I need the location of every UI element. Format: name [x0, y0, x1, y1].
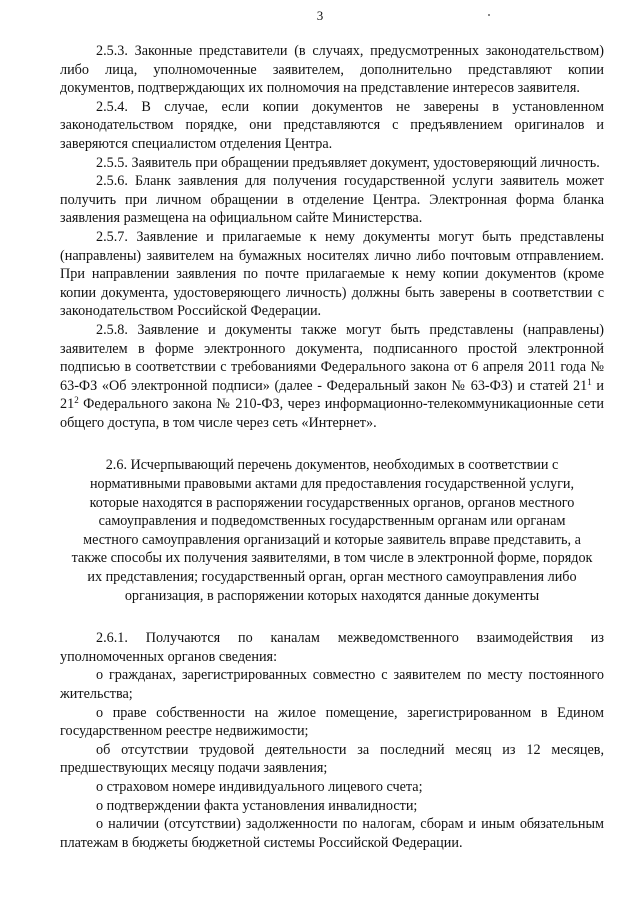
list-item: о праве собственности на жилое помещение, зарегистрированном в Едином государственном реестре недвижимости;	[60, 704, 604, 740]
list-item: о страховом номере индивидуального лицевого счета;	[96, 778, 423, 795]
paragraph-2-5-8-part3: Федерального закона № 210-ФЗ, через информационно-телекоммуникационные сети общего доступа, в том числе через сеть «Интернет».	[60, 396, 604, 431]
document-body	[60, 42, 604, 852]
paragraph-2-5-8	[60, 321, 604, 433]
paragraph-2-5-3: 2.5.3. Законные представители (в случаях, предусмотренных законодательством) либо лица, уполномоченные заявителем, дополнительно представляют копии документов, подтверждающих их полномочия на представление интересов заявителя.	[60, 43, 604, 97]
paragraph-2-5-5: 2.5.5. Заявитель при обращении предъявляет документ, удостоверяющий личность.	[96, 154, 600, 171]
superscript-2: 2	[74, 395, 79, 406]
paragraph-2-6-1: 2.6.1. Получаются по каналам межведомственного взаимодействия из уполномоченных органов сведения:	[60, 630, 604, 665]
page-number: 3	[316, 8, 324, 23]
paragraph-2-5-4: 2.5.4. В случае, если копии документов не заверены в установленном законодательством порядке, они представляются с предъявлением оригиналов и заверяются специалистом отделения Центра.	[60, 98, 604, 152]
paragraph-2-5-8-part2: и 21	[60, 377, 604, 413]
list-item: об отсутствии трудовой деятельности за последний месяц из 12 месяцев, предшествующих месяцу подачи заявления;	[60, 741, 604, 777]
superscript-1: 1	[587, 376, 592, 387]
list-item: о наличии (отсутствии) задолженности по налогам, сборам и иным обязательным платежам в бюджеты бюджетной системы Российской Федерации.	[60, 816, 604, 851]
section-heading-2-6: 2.6. Исчерпывающий перечень документов, необходимых в соответствии с нормативными правовыми актами для предоставления государственной услуги, которые находятся в распоряжении государственных органов, органов местного самоуправления и подведомственных государственным органам или органам местного самоуправления организаций и которые заявитель вправе представить, а также способы их получения заявителями, в том числе в электронной форме, порядок их представления; государственный орган, орган местного самоуправления либо организация, в распоряжении которых находятся данные документы	[71, 457, 593, 604]
list-item: о подтверждении факта установления инвалидности;	[96, 797, 418, 814]
paragraph-2-5-7: 2.5.7. Заявление и прилагаемые к нему документы могут быть представлены (направлены) заявителем на бумажных носителях лично либо почтовым отправлением. При направлении заявления по почте прилагаемые к нему копии документов (кроме копии документа, удостоверяющего личность) должны быть заверены в соответствии с законодательством Российской Федерации.	[60, 228, 604, 320]
paragraph-2-5-8-part1: 2.5.8. Заявление и документы также могут быть представлены (направлены) заявителем в форме электронного документа, подписанного простой электронной подписью в соответствии с требованиями Федерального закона от 6 апреля 2011 года № 63-ФЗ «Об электронной подписи» (далее - Федеральный закон № 63-ФЗ) и статей 21	[60, 321, 604, 394]
paragraph-2-5-6: 2.5.6. Бланк заявления для получения государственной услуги заявитель может получить при личном обращении в отделение Центра. Электронная форма бланка заявления размещена на официальном сайте Министерства.	[60, 173, 604, 227]
list-item: о гражданах, зарегистрированных совместно с заявителем по месту постоянного жительства;	[60, 667, 604, 702]
